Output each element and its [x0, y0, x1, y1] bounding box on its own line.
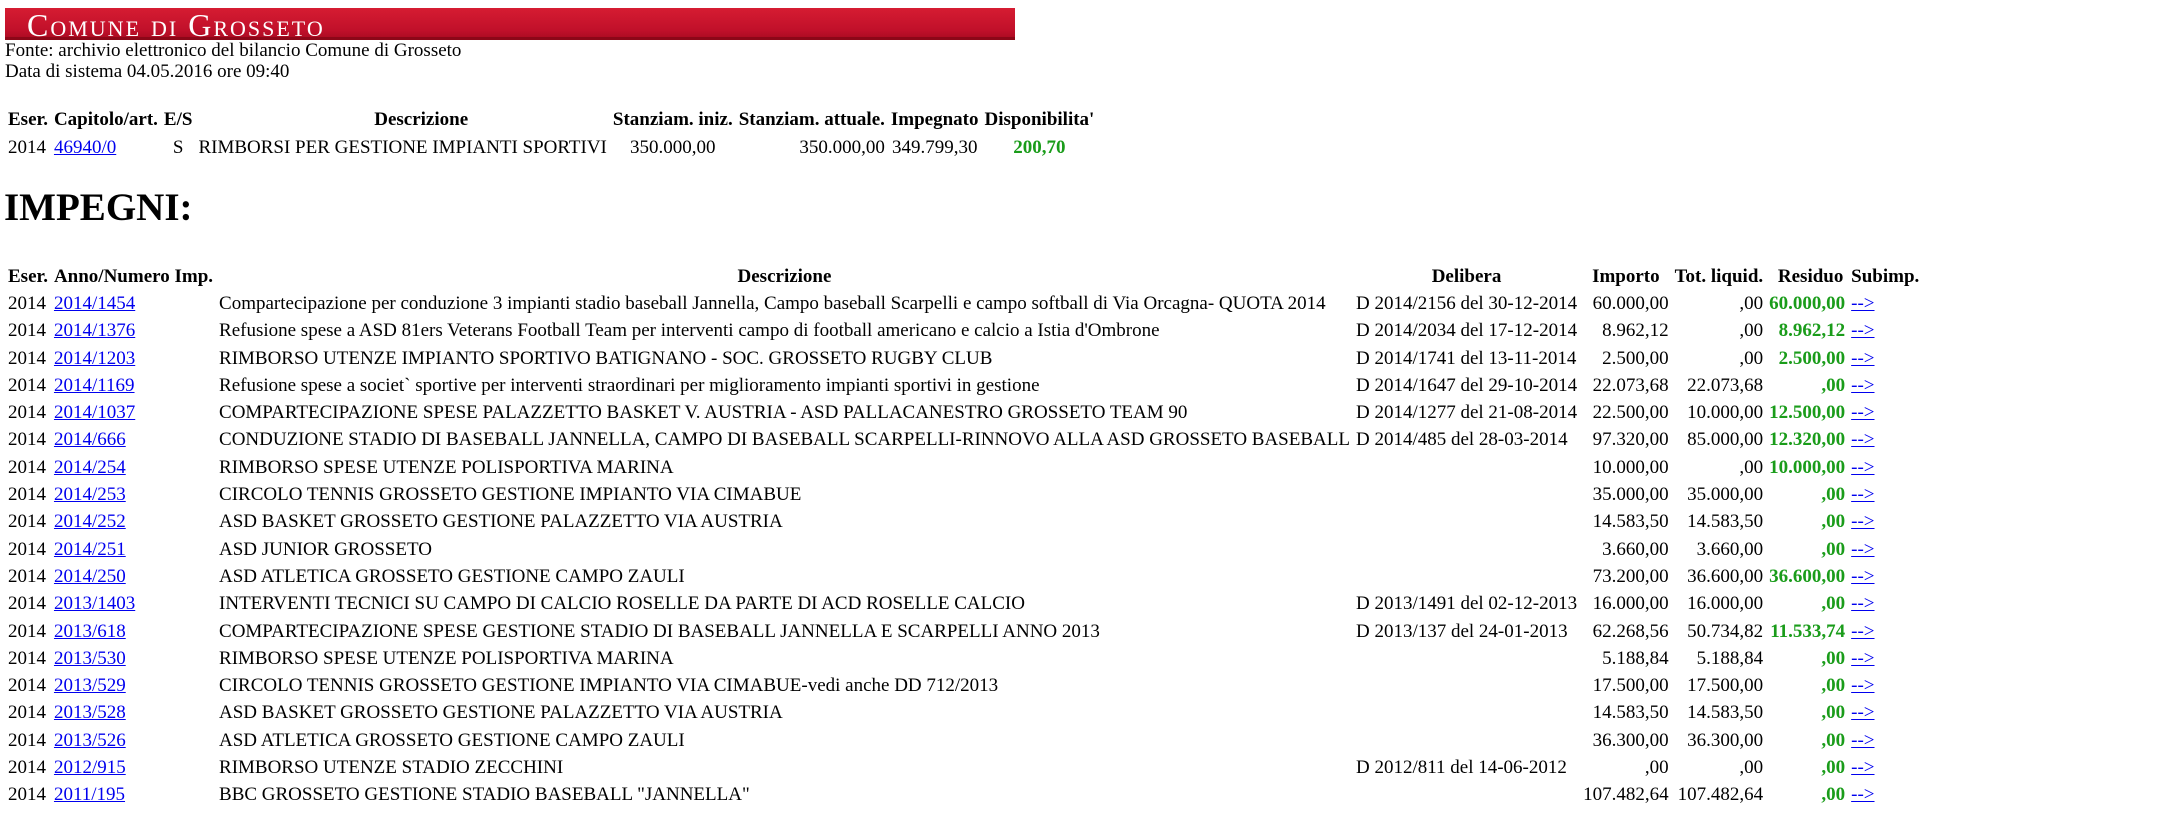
row-numero	[51, 426, 216, 453]
row-eser: 2014	[8, 593, 46, 615]
row-descrizione: INTERVENTI TECNICI SU CAMPO DI CALCIO ROSELLE DA PARTE DI ACD ROSELLE CALCIO	[219, 593, 1025, 615]
impegno-link[interactable]: 2014/250	[53, 565, 126, 587]
row-descrizione: ASD JUNIOR GROSSETO	[219, 538, 432, 560]
row-subimp	[1848, 672, 1922, 699]
col-liquid: Tot. liquid.	[1674, 266, 1764, 287]
row-importo: ,00	[1644, 757, 1669, 779]
col-stanz-attuale: Stanziam. attuale.	[738, 109, 885, 130]
row-eser: 2014	[8, 293, 46, 314]
row-descrizione: CIRCOLO TENNIS GROSSETO GESTIONE IMPIANTO VIA CIMABUE-vedi anche DD 712/2013	[219, 675, 999, 697]
col-eser: Eser.	[8, 109, 48, 130]
row-eser: 2014	[8, 538, 46, 560]
row-importo: 107.482,64	[1583, 784, 1669, 806]
col-disponibilita: Disponibilita'	[984, 109, 1095, 130]
row-numero	[51, 563, 216, 590]
row-eser: 2014	[8, 456, 46, 478]
table-row	[5, 699, 1922, 726]
row-delibera: D 2014/1277 del 21-08-2014	[1355, 402, 1578, 424]
impegno-link[interactable]: 2014/666	[53, 429, 126, 451]
impegno-link[interactable]: 2014/1454	[53, 293, 136, 314]
row-residuo: ,00	[1821, 729, 1846, 751]
row-liquid: 107.482,64	[1677, 784, 1764, 806]
table-row	[5, 645, 1922, 672]
row-importo: 5.188,84	[1602, 647, 1669, 669]
row-liquid: 50.734,82	[1687, 620, 1764, 642]
row-subimp	[1848, 699, 1922, 726]
row-numero	[51, 672, 216, 699]
col-stanz-iniz: Stanziam. iniz.	[612, 109, 733, 130]
table-row	[5, 618, 1922, 645]
subimp-link[interactable]: -->	[1851, 675, 1875, 697]
table-row	[5, 290, 1922, 317]
row-eser: 2014	[8, 320, 46, 342]
subimp-link[interactable]: -->	[1851, 374, 1875, 396]
row-importo: 73.200,00	[1592, 565, 1669, 587]
row-descrizione: CIRCOLO TENNIS GROSSETO GESTIONE IMPIANTO VIA CIMABUE	[219, 484, 802, 506]
row-liquid: ,00	[1739, 757, 1764, 779]
subimp-link[interactable]: -->	[1851, 729, 1875, 751]
impegno-link[interactable]: 2014/1376	[53, 320, 136, 342]
banner-title: Comune di Grosseto	[27, 7, 325, 43]
row-subimp	[1848, 426, 1922, 453]
row-delibera	[1353, 645, 1580, 672]
impegno-link[interactable]: 2012/915	[53, 757, 126, 779]
row-delibera	[1353, 536, 1580, 563]
impegno-link[interactable]: 2014/1203	[53, 347, 136, 369]
cap-eser: 2014	[8, 137, 46, 158]
row-importo: 14.583,50	[1592, 702, 1669, 724]
row-numero	[51, 481, 216, 508]
cap-es: S	[172, 137, 184, 158]
row-residuo: ,00	[1821, 702, 1846, 724]
capitolo-table	[5, 106, 1097, 161]
subimp-link[interactable]: -->	[1851, 484, 1875, 506]
table-row	[5, 508, 1922, 535]
capitolo-header-row	[5, 106, 1097, 134]
row-importo: 14.583,50	[1592, 511, 1669, 533]
row-liquid: 36.600,00	[1687, 565, 1764, 587]
impegno-link[interactable]: 2013/1403	[53, 593, 136, 615]
row-delibera	[1353, 672, 1580, 699]
subimp-link[interactable]: -->	[1851, 402, 1875, 424]
row-importo: 16.000,00	[1592, 593, 1669, 615]
row-delibera: D 2014/1647 del 29-10-2014	[1355, 374, 1578, 396]
col-importo: Importo	[1592, 266, 1660, 287]
row-liquid: 14.583,50	[1687, 702, 1764, 724]
system-date: Data di sistema 04.05.2016 ore 09:40	[5, 61, 290, 82]
row-importo: 3.660,00	[1602, 538, 1669, 560]
table-row	[5, 563, 1922, 590]
row-descrizione: RIMBORSO SPESE UTENZE POLISPORTIVA MARINA	[219, 647, 674, 669]
row-eser: 2014	[8, 757, 46, 779]
impegni-body	[5, 290, 1922, 809]
table-row	[5, 754, 1922, 781]
row-delibera	[1353, 781, 1580, 808]
row-liquid: 22.073,68	[1687, 374, 1764, 396]
row-numero	[51, 317, 216, 344]
impegno-link[interactable]: 2011/195	[53, 784, 126, 806]
row-descrizione: ASD ATLETICA GROSSETO GESTIONE CAMPO ZAULI	[219, 729, 685, 751]
table-row	[5, 345, 1922, 372]
row-subimp	[1848, 754, 1922, 781]
row-importo: 22.073,68	[1592, 374, 1669, 396]
row-delibera	[1353, 563, 1580, 590]
cap-descrizione: RIMBORSI PER GESTIONE IMPIANTI SPORTIVI	[198, 137, 607, 158]
row-subimp	[1848, 454, 1922, 481]
row-descrizione: BBC GROSSETO GESTIONE STADIO BASEBALL "JANNELLA"	[219, 784, 750, 806]
impegni-table	[5, 264, 1922, 809]
row-descrizione: RIMBORSO SPESE UTENZE POLISPORTIVA MARINA	[219, 456, 674, 478]
impegno-link[interactable]: 2013/526	[53, 729, 126, 751]
row-descrizione: COMPARTECIPAZIONE SPESE PALAZZETTO BASKET V. AUSTRIA - ASD PALLACANESTRO GROSSETO TEAM 90	[219, 402, 1188, 424]
subimp-link[interactable]: -->	[1851, 538, 1875, 560]
subimp-link[interactable]: -->	[1851, 511, 1875, 533]
row-residuo: ,00	[1821, 784, 1846, 806]
row-delibera: D 2013/1491 del 02-12-2013	[1355, 593, 1578, 615]
row-residuo: 12.320,00	[1769, 429, 1846, 451]
row-delibera	[1353, 727, 1580, 754]
col-capitolo: Capitolo/art.	[53, 109, 158, 130]
table-row	[5, 590, 1922, 617]
capitolo-link[interactable]: 46940/0	[53, 137, 117, 158]
row-subimp	[1848, 781, 1922, 808]
row-numero	[51, 727, 216, 754]
row-delibera: D 2013/137 del 24-01-2013	[1355, 620, 1568, 642]
row-numero	[51, 399, 216, 426]
row-delibera: D 2014/2034 del 17-12-2014	[1355, 320, 1578, 342]
row-residuo: ,00	[1821, 538, 1846, 560]
row-descrizione: RIMBORSO UTENZE STADIO ZECCHINI	[219, 757, 564, 779]
row-descrizione: ASD BASKET GROSSETO GESTIONE PALAZZETTO VIA AUSTRIA	[219, 511, 783, 533]
row-eser: 2014	[8, 784, 46, 806]
row-delibera	[1353, 508, 1580, 535]
row-residuo: 10.000,00	[1769, 456, 1846, 478]
row-subimp	[1848, 372, 1922, 399]
row-subimp	[1848, 536, 1922, 563]
row-subimp	[1848, 399, 1922, 426]
impegno-link[interactable]: 2013/528	[53, 702, 126, 724]
row-residuo: ,00	[1821, 647, 1846, 669]
comune-banner	[5, 7, 1015, 43]
row-numero	[51, 454, 216, 481]
subimp-link[interactable]: -->	[1851, 293, 1875, 314]
subimp-link[interactable]: -->	[1851, 620, 1875, 642]
row-importo: 35.000,00	[1592, 484, 1669, 506]
capitolo-row	[5, 134, 1097, 161]
subimp-link[interactable]: -->	[1851, 456, 1875, 478]
subimp-link[interactable]: -->	[1851, 757, 1875, 779]
row-liquid: 35.000,00	[1687, 484, 1764, 506]
table-row	[5, 727, 1922, 754]
row-residuo: 36.600,00	[1769, 565, 1846, 587]
row-subimp	[1848, 345, 1922, 372]
impegno-link[interactable]: 2014/254	[53, 456, 126, 478]
row-delibera: D 2014/1741 del 13-11-2014	[1355, 347, 1577, 369]
subimp-link[interactable]: -->	[1851, 647, 1875, 669]
row-delibera	[1353, 699, 1580, 726]
row-descrizione: Refusione spese a societ` sportive per interventi straordinari per miglioramento impianti sportivi in gestione	[219, 374, 1040, 396]
row-numero	[51, 590, 216, 617]
col-descrizione: Descrizione	[374, 109, 469, 130]
row-importo: 22.500,00	[1592, 402, 1669, 424]
impegno-link[interactable]: 2014/253	[53, 484, 126, 506]
subimp-link[interactable]: -->	[1851, 565, 1875, 587]
row-liquid: ,00	[1739, 456, 1764, 478]
row-descrizione: CONDUZIONE STADIO DI BASEBALL JANNELLA, CAMPO DI BASEBALL SCARPELLI-RINNOVO ALLA ASD GROSSETO BASEBALL	[219, 429, 1350, 451]
table-row	[5, 317, 1922, 344]
subimp-link[interactable]: -->	[1851, 784, 1875, 806]
row-descrizione: Compartecipazione per conduzione 3 impianti stadio baseball Jannella, Campo baseball Scarpelli e campo softball di Via Orcagna- QUOTA 2014	[219, 293, 1326, 314]
row-importo: 36.300,00	[1592, 729, 1669, 751]
row-eser: 2014	[8, 647, 46, 669]
row-liquid: ,00	[1739, 293, 1764, 314]
row-liquid: 16.000,00	[1687, 593, 1764, 615]
subimp-link[interactable]: -->	[1851, 347, 1875, 369]
cap-impegnato: 349.799,30	[891, 137, 978, 158]
subimp-link[interactable]: -->	[1851, 593, 1875, 615]
row-subimp	[1848, 290, 1922, 317]
impegni-header-row	[5, 264, 1922, 290]
impegno-link[interactable]: 2013/529	[53, 675, 126, 697]
table-row	[5, 481, 1922, 508]
row-residuo: 12.500,00	[1769, 402, 1846, 424]
row-importo: 10.000,00	[1592, 456, 1669, 478]
row-residuo: ,00	[1821, 675, 1846, 697]
impegno-link[interactable]: 2014/1037	[53, 402, 136, 424]
col-numero: Anno/Numero Imp.	[53, 266, 214, 287]
row-residuo: ,00	[1821, 484, 1846, 506]
table-row	[5, 372, 1922, 399]
row-subimp	[1848, 508, 1922, 535]
row-numero	[51, 618, 216, 645]
col-impegnato: Impegnato	[890, 109, 979, 130]
row-importo: 97.320,00	[1592, 429, 1669, 451]
subimp-link[interactable]: -->	[1851, 429, 1875, 451]
row-residuo: 11.533,74	[1770, 620, 1846, 642]
impegni-title: IMPEGNI:	[4, 186, 193, 229]
row-liquid: 17.500,00	[1687, 675, 1764, 697]
cap-stanz-iniz: 350.000,00	[630, 137, 716, 158]
row-eser: 2014	[8, 374, 46, 396]
row-liquid: ,00	[1739, 320, 1764, 342]
row-eser: 2014	[8, 729, 46, 751]
row-residuo: ,00	[1821, 757, 1846, 779]
row-importo: 2.500,00	[1602, 347, 1669, 369]
row-residuo: 2.500,00	[1778, 347, 1846, 369]
row-liquid: 85.000,00	[1687, 429, 1764, 451]
row-subimp	[1848, 563, 1922, 590]
row-subimp	[1848, 590, 1922, 617]
row-numero	[51, 536, 216, 563]
row-descrizione: RIMBORSO UTENZE IMPIANTO SPORTIVO BATIGNANO - SOC. GROSSETO RUGBY CLUB	[219, 347, 993, 369]
row-eser: 2014	[8, 620, 46, 642]
impegno-link[interactable]: 2013/530	[53, 647, 126, 669]
cap-capitolo	[51, 134, 161, 161]
row-numero	[51, 372, 216, 399]
row-eser: 2014	[8, 484, 46, 506]
impegno-link[interactable]: 2014/252	[53, 511, 126, 533]
row-liquid: 5.188,84	[1696, 647, 1764, 669]
row-numero	[51, 781, 216, 808]
subimp-link[interactable]: -->	[1851, 702, 1875, 724]
row-numero	[51, 645, 216, 672]
row-eser: 2014	[8, 511, 46, 533]
row-eser: 2014	[8, 702, 46, 724]
row-importo: 60.000,00	[1592, 293, 1669, 314]
row-residuo: ,00	[1821, 511, 1846, 533]
row-numero	[51, 699, 216, 726]
table-row	[5, 454, 1922, 481]
row-subimp	[1848, 727, 1922, 754]
row-liquid: 3.660,00	[1696, 538, 1764, 560]
subimp-link[interactable]: -->	[1851, 320, 1875, 342]
row-importo: 8.962,12	[1602, 320, 1669, 342]
table-row	[5, 399, 1922, 426]
row-liquid: 14.583,50	[1687, 511, 1764, 533]
row-subimp	[1848, 317, 1922, 344]
row-delibera: D 2014/2156 del 30-12-2014	[1355, 293, 1578, 314]
row-subimp	[1848, 481, 1922, 508]
row-liquid: 36.300,00	[1687, 729, 1764, 751]
row-subimp	[1848, 618, 1922, 645]
impegno-link[interactable]: 2013/618	[53, 620, 126, 642]
row-descrizione: COMPARTECIPAZIONE SPESE GESTIONE STADIO DI BASEBALL JANNELLA E SCARPELLI ANNO 2013	[219, 620, 1100, 642]
impegno-link[interactable]: 2014/251	[53, 538, 126, 560]
row-residuo: 60.000,00	[1769, 293, 1846, 314]
row-subimp	[1848, 645, 1922, 672]
row-numero	[51, 290, 216, 317]
row-liquid: 10.000,00	[1687, 402, 1764, 424]
table-row	[5, 781, 1922, 808]
row-eser: 2014	[8, 347, 46, 369]
cap-stanz-attuale: 350.000,00	[799, 137, 885, 158]
table-row	[5, 536, 1922, 563]
row-delibera: D 2014/485 del 28-03-2014	[1355, 429, 1568, 451]
row-delibera: D 2012/811 del 14-06-2012	[1355, 757, 1567, 779]
col-subimp: Subimp.	[1851, 266, 1920, 287]
row-numero	[51, 508, 216, 535]
row-liquid: ,00	[1739, 347, 1764, 369]
row-descrizione: Refusione spese a ASD 81ers Veterans Football Team per interventi campo di football americano e calcio a Istia d'Ombrone	[219, 320, 1160, 342]
col-es: E/S	[163, 109, 193, 130]
source-note: Fonte: archivio elettronico del bilancio Comune di Grosseto	[5, 40, 462, 61]
row-numero	[51, 345, 216, 372]
cap-disponibilita: 200,70	[1013, 137, 1066, 158]
row-residuo: ,00	[1821, 593, 1846, 615]
table-row	[5, 672, 1922, 699]
row-delibera	[1353, 481, 1580, 508]
row-delibera	[1353, 454, 1580, 481]
row-eser: 2014	[8, 402, 46, 424]
row-eser: 2014	[8, 675, 46, 697]
row-descrizione: ASD BASKET GROSSETO GESTIONE PALAZZETTO VIA AUSTRIA	[219, 702, 783, 724]
row-numero	[51, 754, 216, 781]
row-importo: 17.500,00	[1592, 675, 1669, 697]
row-residuo: 8.962,12	[1778, 320, 1846, 342]
row-eser: 2014	[8, 429, 46, 451]
table-row	[5, 426, 1922, 453]
col-descrizione: Descrizione	[737, 266, 832, 287]
col-eser: Eser.	[8, 266, 48, 287]
row-descrizione: ASD ATLETICA GROSSETO GESTIONE CAMPO ZAULI	[219, 565, 685, 587]
row-importo: 62.268,56	[1592, 620, 1669, 642]
row-residuo: ,00	[1821, 374, 1846, 396]
row-eser: 2014	[8, 565, 46, 587]
impegno-link[interactable]: 2014/1169	[53, 374, 135, 396]
col-residuo: Residuo	[1777, 266, 1844, 287]
col-delibera: Delibera	[1431, 266, 1502, 287]
